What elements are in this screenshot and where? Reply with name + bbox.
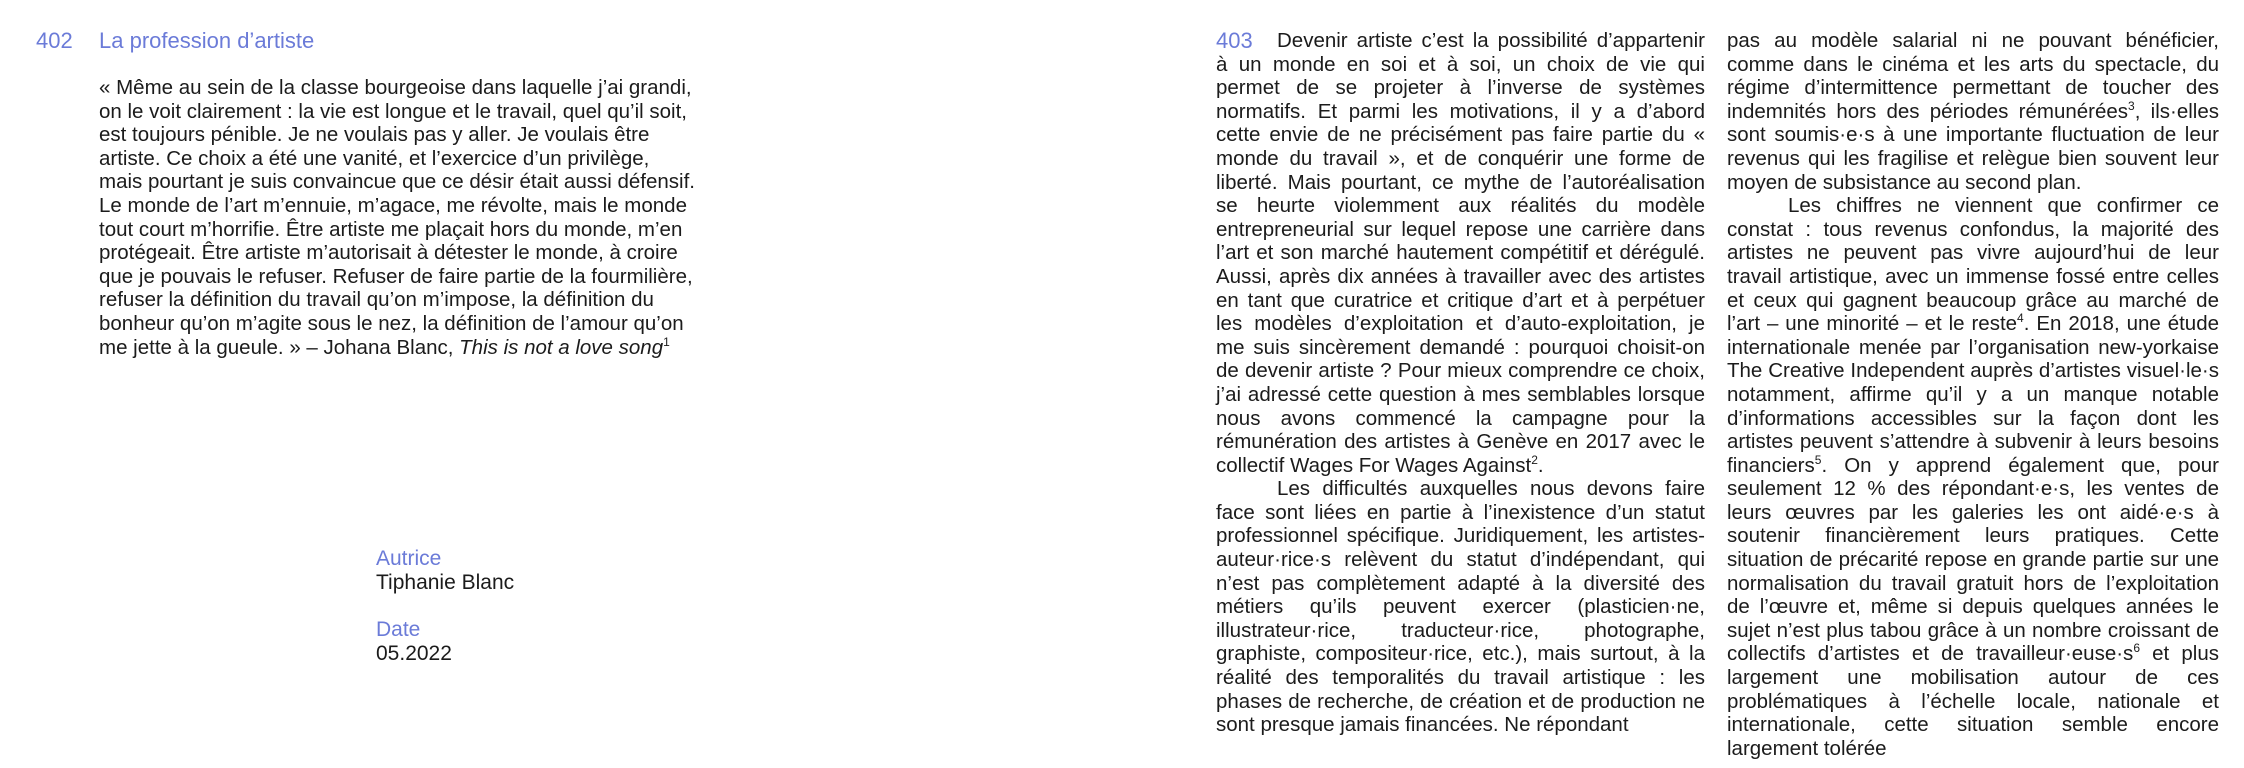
footnote-ref-3: 3 (2128, 98, 2135, 113)
date-value: 05.2022 (376, 642, 452, 665)
page-number-left: 402 (36, 28, 73, 53)
footnote-ref-6: 6 (2133, 641, 2140, 656)
date-block (376, 618, 452, 666)
paragraph: Les difficultés auxquelles nous devons faire face sont liées en partie à l’inexistence d’un statut professionnel spécifique. Juridiquement, les artistes-auteur·rice·s relèvent du statut d’indépendant, qui n’est pas complètement adapté à la diversité des métiers qu’ils peuvent exercer (plasticien·ne, illustrateur·rice, traducteur·rice, photographe, graphiste, compositeur·rice, etc.), mais surtout, à la réalité des temporalités du travail artistique : les phases de recherche, de création et de production ne sont presque jamais financées. Ne répondant (1216, 477, 1705, 737)
paragraph: pas au modèle salarial ni ne pouvant bénéficier, comme dans le cinéma et les arts du spectacle, du régime d’intermittence permettant de toucher des indemnités hors des périodes rémunérées$^3$, ils·elles sont soumis·e·s à une importante fluctuation de leur revenus qui les fragilise et relègue bien souvent leur moyen de subsistance au second plan. (1727, 29, 2219, 194)
paragraph: Les chiffres ne viennent que confirmer ce constat : tous revenus confondus, la majorité des artistes ne peuvent pas vivre aujourd’hui de leur travail artistique, avec un immense fossé entre celles et ceux qui gagnent beaucoup grâce au marché de l’art – une minorité – et le reste$^4$. En 2018, une étude internationale menée par l’organisation new-yorkaise The Creative Independent auprès d’artistes visuel·le·s notamment, affirme qu’il y a un manque notable d’informations accessibles sur la façon dont les artistes peuvent s’attendre à subvenir à leurs besoins financiers$^5$. On y apprend également que, pour seulement 12 % des répondant·e·s, les ventes de leurs œuvres par les galeries les ont aidé·e·s à soutenir financièrement leurs pratiques. Cette situation de précarité repose en grande partie sur une normalisation du travail gratuit hors de l’exploitation de l’œuvre et, même si depuis quelques années le sujet n’est plus tabou grâce à un nombre croissant de collectifs d’artistes et de $travailleur\cdot euse\cdot s^6$ et plus largement une mobilisation autour de ces problématiques à l’échelle locale, nationale et internationale, cette situation semble encore largement tolérée (1727, 194, 2219, 760)
footnote-ref-1: 1 (663, 334, 670, 349)
author-block (376, 547, 514, 595)
footnote-ref-4: 4 (2017, 311, 2024, 326)
running-head: La profession d’artiste (99, 28, 315, 53)
author-name: Tiphanie Blanc (376, 571, 515, 594)
epigraph-quote (99, 76, 697, 359)
quote-source: This is not a love song (459, 335, 664, 359)
footnote-ref-5: 5 (1814, 452, 1822, 467)
paragraph: Devenir artiste c’est la possibilité d’appartenir à un monde en soi et à soi, un choix de vie qui permet de se projeter à l’inverse de systèmes normatifs. Et parmi les motivations, il y a d’abord cette envie de ne précisément pas faire partie du « monde du travail », et de conquérir une forme de liberté. Mais pourtant, ce mythe de l’autoréalisation se heurte violemment aux réalités du modèle entrepreneurial sur lequel repose une carrière dans l’art et son marché hautement compétitif et dérégulé. Aussi, après dix années à travailler avec des artistes en tant que curatrice et critique d’art et à perpétuer les modèles d’exploitation et d’auto-exploitation, je me suis sincèrement demandé : pourquoi choisit-on de devenir artiste ? Pour mieux comprendre ce choix, j’ai adressé cette question à mes semblables lorsque nous avons commencé la campagne pour la rémunération des artistes à Genève en 2017 avec le collectif Wages For Wages Against$^2$. (1216, 29, 1705, 477)
date-label: Date (376, 618, 421, 641)
quote-body: « Même au sein de la classe bourgeoise dans laquelle j’ai grandi, on le voit clairement : la vie est longue et le travail, quel qu’il soit, est toujours pénible. Je ne voulais pas y aller. Je voulais être artiste. Ce choix a été une vanité, et l’exercice d’un privilège, mais pourtant je suis convaincue que ce désir était aussi défensif. Le monde de l’art m’ennuie, m’agace, me révolte, mais le monde tout court m’horrifie. Être artiste me plaçait hors du monde, m’en protégeait. Être artiste m’autorisait à détester le monde, à croire que je pouvais le refuser. Refuser de faire partie de la fourmilière, refuser la définition du travail qu’on m’impose, la définition du bonheur qu’on m’agite sous le nez, la définition de l’amour qu’on me jette à la gueule. » – Johana Blanc, This is not a love song$^1$ (99, 76, 695, 359)
text-column-1 (1216, 29, 1705, 737)
text-column-2 (1727, 29, 2219, 760)
author-label: Autrice (376, 547, 442, 570)
footnote-ref-2: 2 (1531, 452, 1538, 467)
page-number-right: 403 (1216, 28, 1253, 53)
